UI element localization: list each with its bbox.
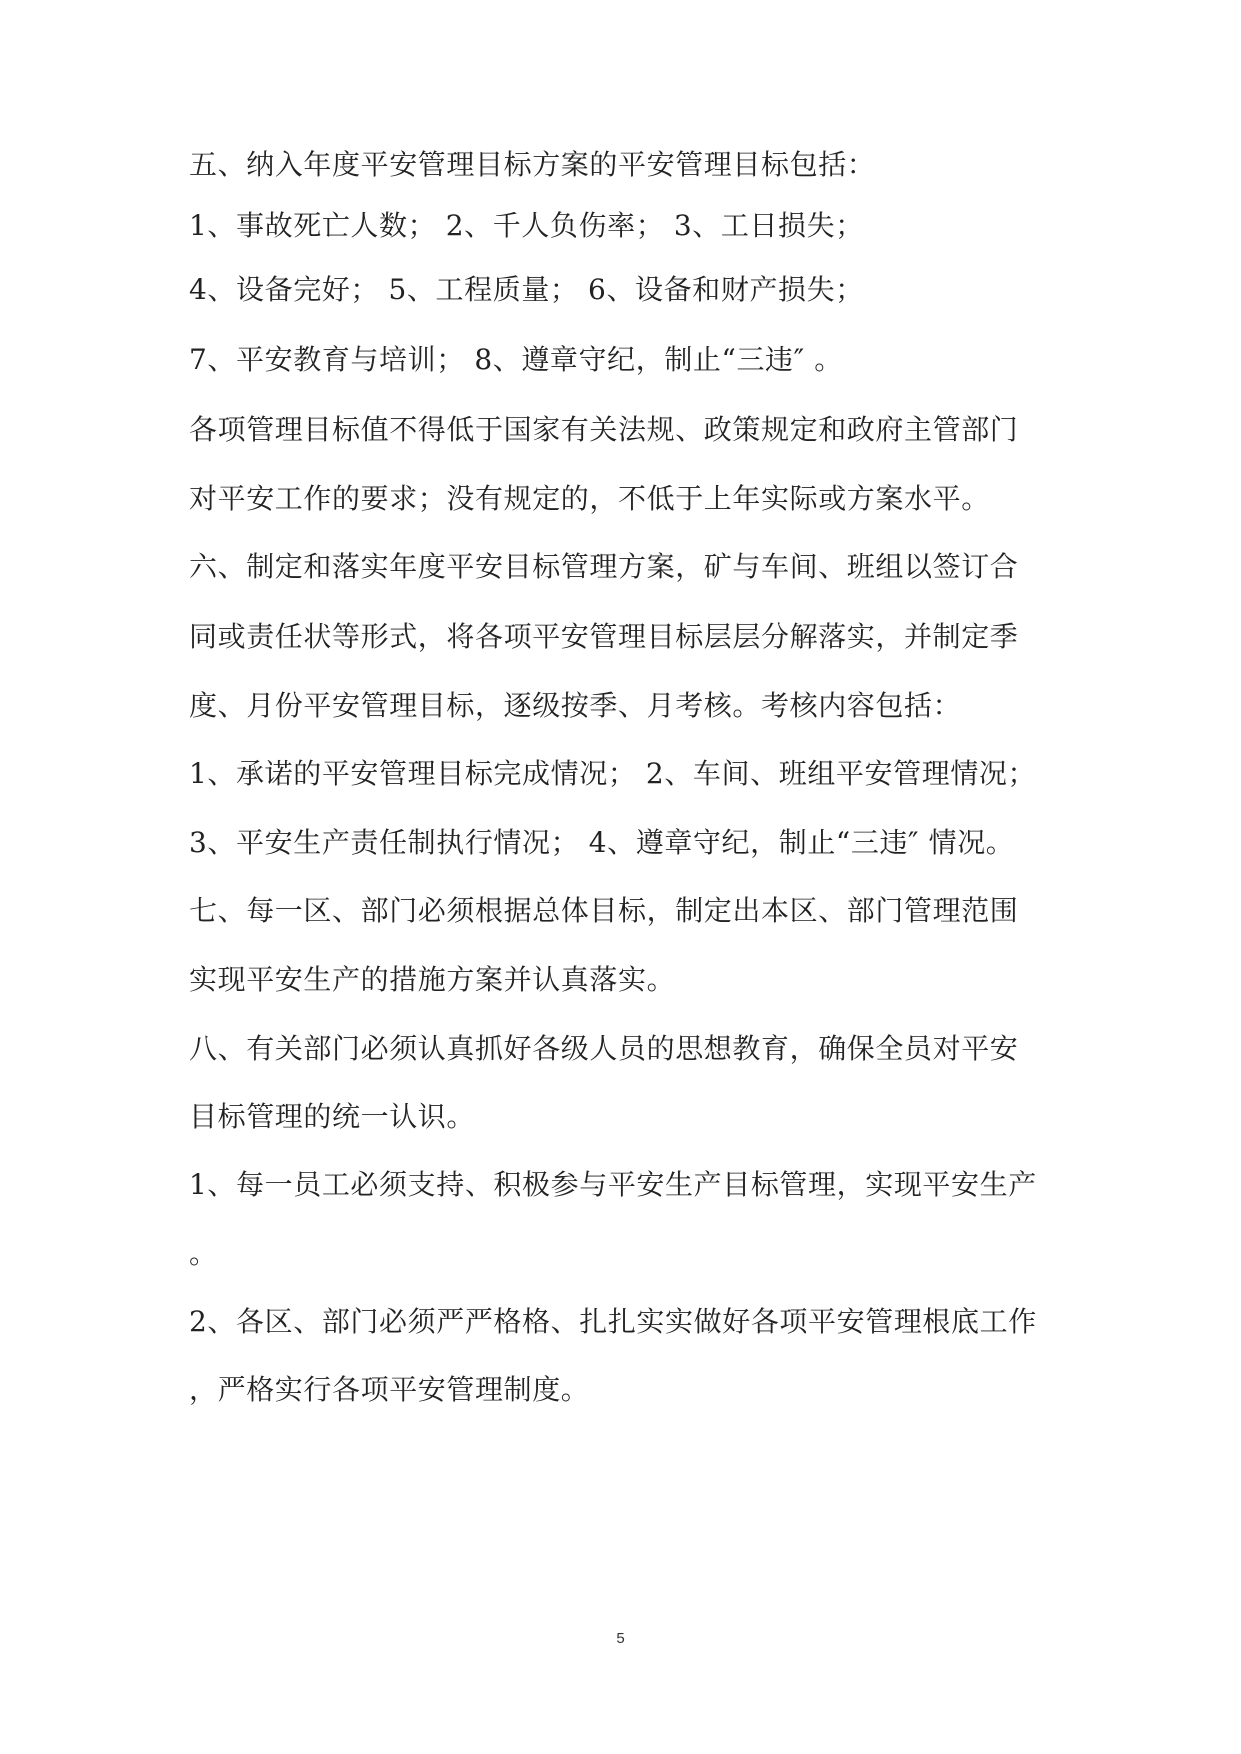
- text-line: ，严格实行各项平安管理制度。: [189, 1373, 590, 1406]
- text-line: 1、事故死亡人数； 2、千人负伤率； 3、工日损失；: [189, 209, 864, 242]
- text-line: 五、纳入年度平安管理目标方案的平安管理目标包括：: [189, 148, 876, 181]
- text-line: 同或责任状等形式，将各项平安管理目标层层分解落实，并制定季: [189, 620, 1019, 653]
- text-line: 八、有关部门必须认真抓好各级人员的思想教育，确保全员对平安: [189, 1032, 1019, 1065]
- text-line: 7、平安教育与培训； 8、遵章守纪，制止“三违″ 。: [189, 343, 843, 376]
- text-line: 4、设备完好； 5、工程质量； 6、设备和财产损失；: [189, 273, 864, 306]
- text-line: 1、承诺的平安管理目标完成情况； 2、车间、班组平安管理情况；: [189, 757, 1037, 790]
- text-line: 2、各区、部门必须严严格格、扎扎实实做好各项平安管理根底工作: [189, 1305, 1037, 1338]
- text-line: 七、每一区、部门必须根据总体目标，制定出本区、部门管理范围: [189, 894, 1019, 927]
- text-line: 各项管理目标值不得低于国家有关法规、政策规定和政府主管部门: [189, 413, 1019, 446]
- text-line: 度、月份平安管理目标，逐级按季、月考核。考核内容包括：: [189, 689, 962, 722]
- text-line: 六、制定和落实年度平安目标管理方案，矿与车间、班组以签订合: [189, 550, 1019, 583]
- text-line: 目标管理的统一认识。: [189, 1100, 476, 1133]
- text-line: 对平安工作的要求；没有规定的，不低于上年实际或方案水平。: [189, 482, 990, 515]
- text-line: 实现平安生产的措施方案并认真落实。: [189, 963, 676, 996]
- text-line: 1、每一员工必须支持、积极参与平安生产目标管理，实现平安生产: [189, 1168, 1037, 1201]
- text-line: 。: [189, 1237, 218, 1270]
- page-number: 5: [616, 1630, 625, 1647]
- text-line: 3、平安生产责任制执行情况； 4、遵章守纪，制止“三违″ 情况。: [189, 826, 1015, 859]
